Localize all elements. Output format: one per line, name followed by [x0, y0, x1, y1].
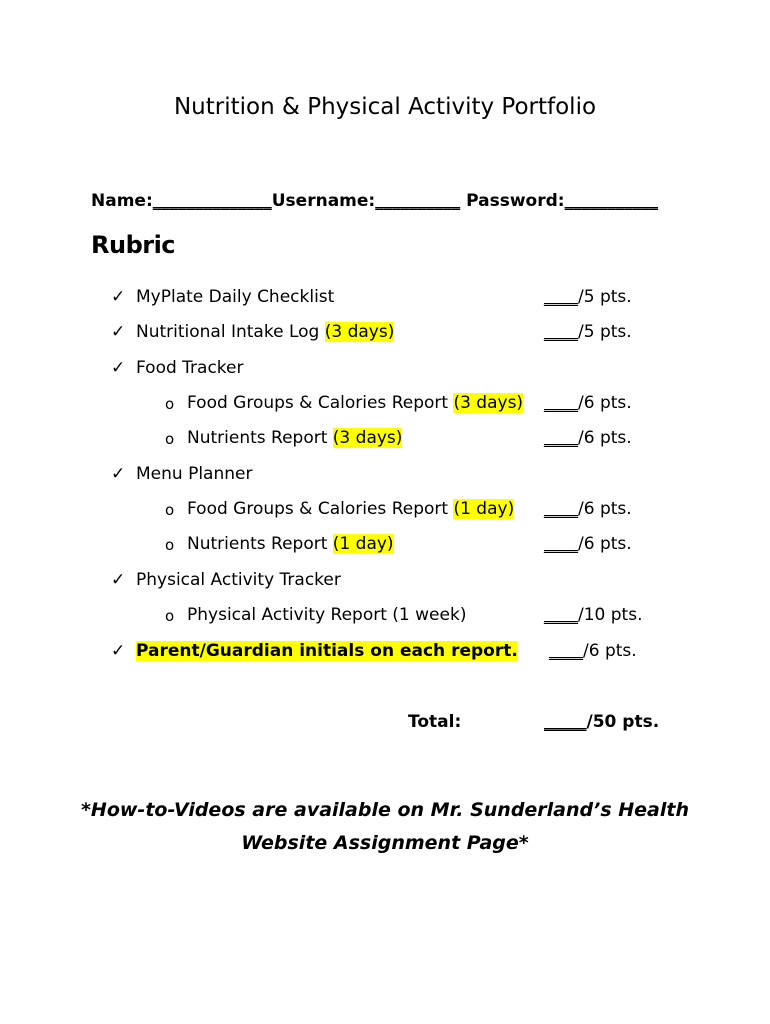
score-nutrients-1day: ____/6 pts. [544, 534, 632, 554]
checkmark-icon: ✓ [111, 641, 126, 661]
username-label: Username: [271, 191, 376, 211]
bullet-icon: o [165, 395, 175, 413]
rubric-item-myplate: MyPlate Daily Checklist [136, 287, 335, 307]
highlight: Parent/Guardian initials on each report. [136, 641, 518, 661]
total-score: _____/50 pts. [544, 712, 660, 732]
rubric-item-nutrients-1day: Nutrients Report (1 day) [187, 534, 394, 554]
checkmark-icon: ✓ [111, 287, 126, 307]
rubric-item-intake-log: Nutritional Intake Log (3 days) [136, 322, 395, 342]
score-intake-log: ____/5 pts. [544, 322, 632, 342]
bullet-icon: o [165, 430, 175, 448]
score-food-groups-3days: ____/6 pts. [544, 393, 632, 413]
checkmark-icon: ✓ [111, 464, 126, 484]
bullet-icon: o [165, 536, 175, 554]
videos-note [0, 794, 770, 860]
checkmark-icon: ✓ [111, 322, 126, 342]
highlight: (1 day) [332, 534, 394, 554]
highlight: (3 days) [332, 428, 403, 448]
score-parent-initials: ____/6 pts. [549, 641, 637, 661]
rubric-heading: Rubric [91, 231, 176, 259]
highlight: (1 day) [453, 499, 515, 519]
checkmark-icon: ✓ [111, 358, 126, 378]
name-label: Name: [91, 191, 153, 211]
rubric-item-food-groups-1day: Food Groups & Calories Report (1 day) [187, 499, 515, 519]
bullet-icon: o [165, 501, 175, 519]
total-label: Total: [408, 712, 462, 732]
rubric-item-food-groups-3days: Food Groups & Calories Report (3 days) [187, 393, 524, 413]
highlight: (3 days) [453, 393, 524, 413]
bullet-icon: o [165, 607, 175, 625]
videos-note-line2: Website Assignment Page* [241, 832, 529, 854]
name-blank: ______________ [152, 191, 272, 211]
page-title: Nutrition & Physical Activity Portfolio [173, 94, 597, 120]
highlight: (3 days) [324, 322, 395, 342]
rubric-item-activity-tracker: Physical Activity Tracker [136, 570, 341, 590]
rubric-item-activity-report: Physical Activity Report (1 week) [187, 605, 467, 625]
score-activity-report: ____/10 pts. [544, 605, 643, 625]
password-blank: ___________ [564, 191, 659, 211]
rubric-item-nutrients-3days: Nutrients Report (3 days) [187, 428, 403, 448]
username-blank: __________ [375, 191, 461, 211]
score-myplate: ____/5 pts. [544, 287, 632, 307]
checkmark-icon: ✓ [111, 570, 126, 590]
password-label: Password: [466, 191, 565, 211]
rubric-item-food-tracker: Food Tracker [136, 358, 244, 378]
rubric-item-parent-initials [136, 641, 518, 661]
rubric-item-menu-planner: Menu Planner [136, 464, 253, 484]
login-fields [91, 191, 658, 211]
score-food-groups-1day: ____/6 pts. [544, 499, 632, 519]
score-nutrients-3days: ____/6 pts. [544, 428, 632, 448]
videos-note-line1: *How-to-Videos are available on Mr. Sunderland’s Health [80, 799, 690, 821]
